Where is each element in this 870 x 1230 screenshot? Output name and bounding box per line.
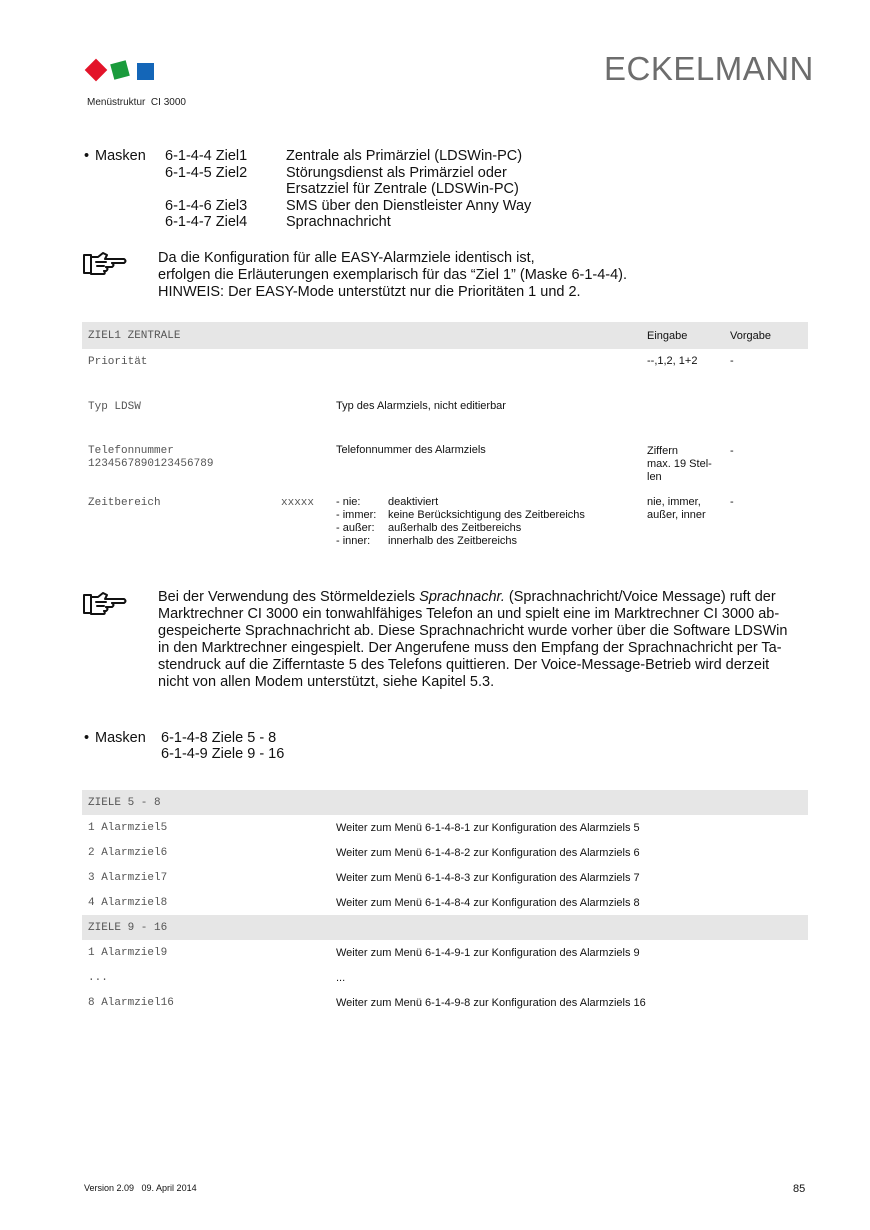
- typ-desc: Typ des Alarmziels, nicht editierbar: [336, 400, 506, 412]
- zeit-opt-key-4: - inner:: [336, 535, 371, 547]
- tel-desc: Telefonnummer des Alarmziels: [336, 444, 486, 456]
- table3-row-1-desc: Weiter zum Menü 6-1-4-9-1 zur Konfiguration des Alarmziels 9: [336, 947, 640, 959]
- zeit-eingabe-1: nie, immer,: [647, 496, 701, 508]
- masken1-desc-2: Störungsdienst als Primärziel oder: [286, 164, 507, 181]
- masken1-desc-1: Zentrale als Primärziel (LDSWin-PC): [286, 148, 523, 164]
- footer-version: Version 2.09 09. April 2014: [84, 1183, 197, 1193]
- note2-line-1-post: (Sprachnachricht/Voice Message) ruft der: [504, 589, 776, 605]
- masken1-code-2: 6-1-4-5 Ziel2: [165, 164, 248, 181]
- tel-eingabe-1: Ziffern: [647, 445, 678, 457]
- masken1-bullet: •: [84, 148, 90, 164]
- typ-name: Typ LDSW: [88, 401, 141, 413]
- logo-blue-square: [137, 63, 154, 80]
- masken2-row-2: 6-1-4-9 Ziele 9 - 16: [161, 746, 285, 762]
- masken1-desc-5: Sprachnachricht: [286, 214, 391, 230]
- table2-title: ZIELE 5 - 8: [88, 797, 161, 809]
- tel-vorgabe: -: [730, 445, 734, 457]
- zeit-vorgabe: -: [730, 496, 734, 508]
- table3-row-3-name: 8 Alarmziel16: [88, 997, 174, 1009]
- page-subtitle: Menüstruktur CI 3000: [87, 97, 186, 108]
- note1-line-1: Da die Konfiguration für alle EASY-Alarmziele identisch ist,: [158, 250, 535, 266]
- note2-line-4: in den Marktrechner eingespielt. Der Angerufene muss den Empfang der Sprachnachricht per Ta-: [158, 640, 782, 656]
- table2-row-2-desc: Weiter zum Menü 6-1-4-8-2 zur Konfiguration des Alarmziels 6: [336, 847, 640, 859]
- masken1-code-1: 6-1-4-4 Ziel1: [165, 148, 248, 164]
- zeit-opt-text-1: deaktiviert: [388, 496, 439, 508]
- note1-line-2: erfolgen die Erläuterungen exemplarisch für das “Ziel 1” (Maske 6-1-4-4).: [158, 267, 628, 283]
- prio-vorgabe: -: [730, 355, 734, 367]
- masken1-label: Masken: [95, 148, 146, 164]
- pointing-hand-icon-2: [82, 591, 128, 617]
- masken1-code-4: 6-1-4-6 Ziel3: [165, 197, 248, 214]
- logo-red-square: [85, 59, 108, 82]
- tel-eingabe-3: len: [647, 471, 662, 483]
- masken1-desc-3: Ersatzziel für Zentrale (LDSWin-PC): [286, 181, 519, 197]
- masken2-bullet: •: [84, 730, 90, 746]
- pointing-hand-icon: [82, 251, 128, 277]
- table2-row-4-desc: Weiter zum Menü 6-1-4-8-4 zur Konfiguration des Alarmziels 8: [336, 897, 640, 909]
- page-number: 85: [793, 1183, 806, 1195]
- tel-value: 1234567890123456789: [88, 458, 214, 470]
- brand-name: ECKELMANN: [604, 50, 814, 87]
- zeit-opt-key-1: - nie:: [336, 496, 361, 508]
- table1-col-vorgabe: Vorgabe: [730, 330, 771, 342]
- table2-row-3-desc: Weiter zum Menü 6-1-4-8-3 zur Konfiguration des Alarmziels 7: [336, 872, 640, 884]
- note2-line-6: nicht von allen Modem unterstützt, siehe Kapitel 5.3.: [158, 674, 495, 690]
- table3-title: ZIELE 9 - 16: [88, 922, 168, 934]
- prio-name: Priorität: [88, 356, 148, 368]
- table1-col-eingabe: Eingabe: [647, 330, 688, 342]
- tel-eingabe-2: max. 19 Stel-: [647, 458, 712, 470]
- zeit-opt-text-4: innerhalb des Zeitbereichs: [388, 535, 518, 547]
- table3-header: [82, 915, 808, 940]
- table3-row-3-desc: Weiter zum Menü 6-1-4-9-8 zur Konfiguration des Alarmziels 16: [336, 997, 646, 1009]
- masken1-code-5: 6-1-4-7 Ziel4: [165, 214, 248, 230]
- masken2-row-1: 6-1-4-8 Ziele 5 - 8: [161, 730, 277, 746]
- note2-line-1-em: Sprachnachr.: [419, 589, 505, 605]
- zeit-opt-text-2: keine Berücksichtigung des Zeitbereichs: [388, 509, 585, 521]
- table3-row-2-name: ...: [88, 972, 108, 984]
- zeit-opt-key-2: - immer:: [336, 509, 377, 521]
- logo-green-square: [110, 60, 130, 80]
- table3-row-2-desc: ...: [336, 972, 346, 984]
- table3-row-1-name: 1 Alarmziel9: [88, 947, 168, 959]
- prio-eingabe: --,1,2, 1+2: [647, 355, 698, 367]
- table2-row-1-name: 1 Alarmziel5: [88, 822, 168, 834]
- zeit-eingabe-2: außer, inner: [647, 509, 706, 521]
- masken2-label: Masken: [95, 730, 146, 746]
- note1-line-3: HINWEIS: Der EASY-Mode unterstützt nur die Prioritäten 1 und 2.: [158, 284, 581, 300]
- zeit-opt-key-3: - außer:: [336, 522, 375, 534]
- zeit-opt-text-3: außerhalb des Zeitbereichs: [388, 522, 522, 534]
- note2-line-2: Marktrechner CI 3000 ein tonwahlfähiges Telefon an und spielt eine im Marktrechner CI 3000 ab-: [158, 606, 780, 622]
- table2-row-4-name: 4 Alarmziel8: [88, 897, 168, 909]
- table1-title: ZIEL1 ZENTRALE: [88, 330, 181, 342]
- table2-row-2-name: 2 Alarmziel6: [88, 847, 168, 859]
- table2-row-3-name: 3 Alarmziel7: [88, 872, 168, 884]
- note2-line-1: [158, 589, 776, 606]
- table1-header: [82, 322, 808, 349]
- note2-line-1-pre: Bei der Verwendung des Störmeldeziels: [158, 589, 420, 605]
- zeit-name: Zeitbereich: [88, 497, 161, 509]
- masken1-desc-4: SMS über den Dienstleister Anny Way: [286, 197, 532, 214]
- tel-name: Telefonnummer: [88, 445, 174, 457]
- table2-row-1-desc: Weiter zum Menü 6-1-4-8-1 zur Konfiguration des Alarmziels 5: [336, 822, 640, 834]
- note2-line-5: stendruck auf die Zifferntaste 5 des Telefons quittieren. Der Voice-Message-Betrieb wird derzeit: [158, 657, 770, 673]
- zeit-value: xxxxx: [281, 497, 315, 509]
- table2-header: [82, 790, 808, 815]
- note2-line-3: gespeicherte Sprachnachricht ab. Diese Sprachnachricht wurde vorher über die Software LDSWin: [158, 623, 788, 639]
